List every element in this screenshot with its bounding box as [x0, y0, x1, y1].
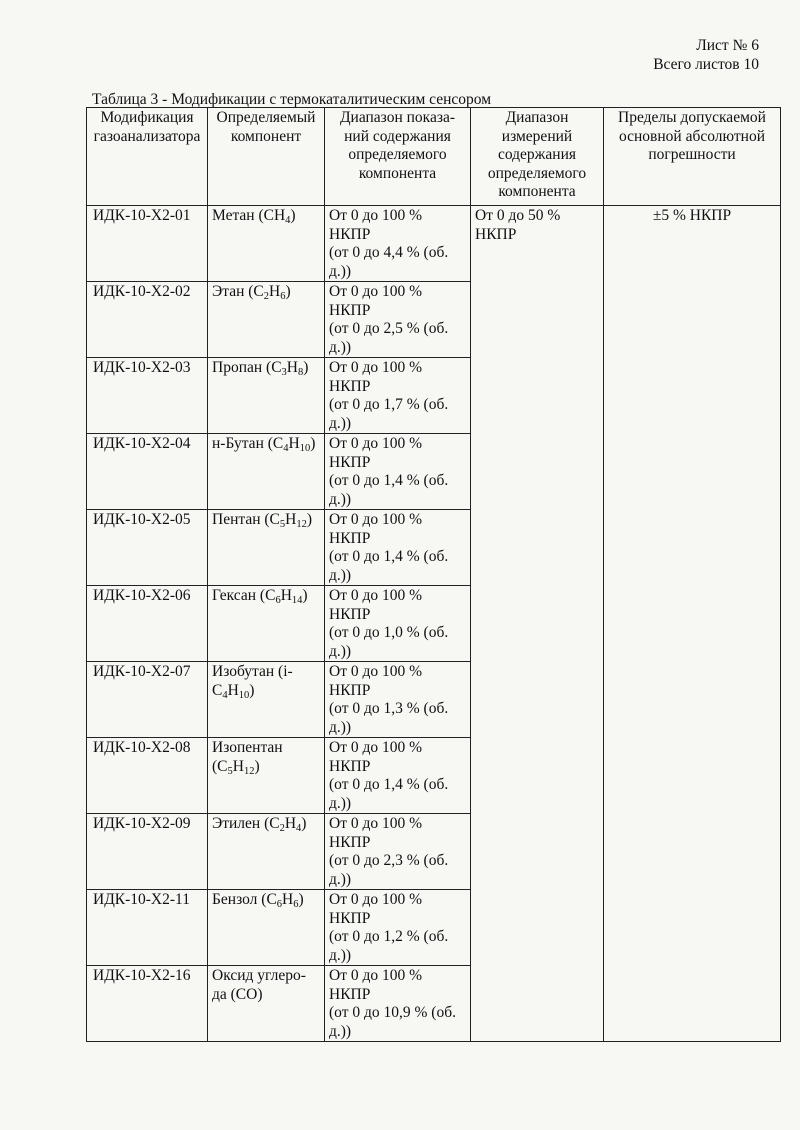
formula-symbol: C	[266, 891, 277, 908]
formula-symbol: H	[280, 587, 292, 604]
formula-symbol: H	[227, 681, 239, 699]
component-close: )	[302, 587, 308, 604]
col-header-display-range: Диапазон показа-ний содержания определяемого компонента	[325, 108, 471, 206]
component-close: )	[303, 359, 309, 376]
total-sheets: Всего листов 10	[653, 56, 759, 73]
display-range-vol: (от 0 до 2,3 % (об. д.))	[329, 852, 449, 888]
table-row	[87, 206, 781, 282]
component-close: )	[249, 681, 255, 699]
model-cell: ИДК-10-Х2-09	[87, 814, 208, 890]
formula-subscript: 6	[280, 291, 286, 302]
model-cell: ИДК-10-Х2-02	[87, 282, 208, 358]
display-range-vol: (от 0 до 1,2 % (об. д.))	[329, 928, 449, 964]
display-range-vol: (от 0 до 4,4 % (об. д.))	[329, 244, 449, 280]
display-range-lel: От 0 до 100 % НКПР	[329, 587, 423, 623]
col-header-component: Определяемый компонент	[208, 108, 325, 206]
display-range-cell	[325, 358, 471, 434]
component-cell	[208, 282, 325, 358]
component-name: Этан (	[212, 283, 254, 300]
formula-subscript: 14	[291, 595, 303, 606]
display-range-cell	[325, 586, 471, 662]
display-range-lel: От 0 до 100 % НКПР	[329, 663, 423, 699]
component-cell	[208, 510, 325, 586]
formula-subscript: 2	[279, 823, 285, 834]
error-limit-cell: ±5 % НКПР	[604, 206, 781, 1042]
model-cell: ИДК-10-Х2-04	[87, 434, 208, 510]
display-range-lel: От 0 до 100 % НКПР	[329, 967, 423, 1003]
component-cell	[208, 738, 325, 814]
display-range-lel: От 0 до 100 % НКПР	[329, 739, 423, 775]
model-cell: ИДК-10-Х2-06	[87, 586, 208, 662]
component-cell	[208, 966, 325, 1042]
display-range-vol: (от 0 до 10,9 % (об. д.))	[329, 1004, 456, 1040]
component-name: Пентан (	[212, 511, 270, 528]
col-header-measure-range: Диапазон измерений содержания определяемого компонента	[471, 108, 604, 206]
display-range-vol: (от 0 до 1,7 % (об. д.))	[329, 396, 449, 432]
display-range-vol: (от 0 до 1,0 % (об. д.))	[329, 624, 449, 660]
component-cell	[208, 358, 325, 434]
formula-symbol: H	[232, 757, 244, 775]
col-header-model: Модификация газоанализатора	[87, 108, 208, 206]
formula-symbol: C	[212, 681, 223, 699]
component-name: Оксид углеро-да (CO	[212, 967, 306, 1003]
component-name: Бензол (	[212, 891, 267, 908]
display-range-cell	[325, 510, 471, 586]
component-name: Пропан (	[212, 359, 272, 376]
formula-symbol: C	[269, 511, 280, 528]
formula-symbol: H	[269, 283, 281, 300]
model-cell: ИДК-10-Х2-08	[87, 738, 208, 814]
display-range-lel: От 0 до 100 % НКПР	[329, 435, 423, 471]
component-cell	[208, 206, 325, 282]
formula-subscript: 8	[298, 367, 304, 378]
component-close: )	[254, 757, 260, 775]
formula-symbol: H	[288, 435, 300, 452]
formula-subscript: 12	[243, 765, 255, 777]
component-close: )	[306, 511, 313, 528]
formula-subscript: 10	[299, 443, 311, 454]
component-close: )	[290, 207, 296, 224]
display-range-vol: (от 0 до 1,3 % (об. д.))	[329, 700, 449, 736]
formula-subscript: 12	[296, 519, 307, 530]
formula-subscript: 5	[227, 765, 233, 777]
display-range-vol: (от 0 до 2,5 % (об. д.))	[329, 320, 449, 356]
display-range-lel: От 0 до 100 % НКПР	[329, 283, 423, 319]
component-close: )	[285, 283, 291, 300]
component-name: Этилен (	[212, 815, 270, 832]
display-range-vol: (от 0 до 1,4 % (об. д.))	[329, 472, 449, 508]
model-cell: ИДК-10-Х2-16	[87, 966, 208, 1042]
model-cell: ИДК-10-Х2-07	[87, 662, 208, 738]
component-close: )	[298, 891, 304, 908]
formula-symbol: H	[282, 891, 294, 908]
formula-subscript: 6	[276, 899, 283, 910]
formula-symbol: C	[272, 435, 284, 452]
component-cell	[208, 814, 325, 890]
display-range-vol: (от 0 до 1,4 % (об. д.))	[329, 548, 449, 584]
col-header-error-limit: Пределы допускаемой основной абсолютной погрешности	[604, 108, 781, 206]
model-cell: ИДК-10-Х2-03	[87, 358, 208, 434]
formula-symbol: C	[253, 283, 264, 300]
component-close: )	[310, 435, 316, 452]
measurement-range-cell: От 0 до 50 % НКПР	[471, 206, 604, 1042]
formula-symbol: H	[284, 815, 297, 832]
component-cell	[208, 662, 325, 738]
formula-symbol: C	[271, 359, 282, 376]
component-cell	[208, 434, 325, 510]
formula-subscript: 2	[263, 291, 270, 302]
component-name: Изопентан (	[212, 739, 283, 775]
formula-subscript: 5	[279, 519, 286, 530]
display-range-cell	[325, 890, 471, 966]
formula-subscript: 4	[285, 215, 291, 226]
display-range-cell	[325, 966, 471, 1042]
display-range-cell	[325, 434, 471, 510]
formula-subscript: 3	[281, 367, 287, 378]
display-range-cell	[325, 206, 471, 282]
display-range-lel: От 0 до 100 % НКПР	[329, 891, 423, 927]
display-range-lel: От 0 до 100 % НКПР	[329, 359, 423, 395]
display-range-lel: От 0 до 100 % НКПР	[329, 207, 423, 243]
component-cell	[208, 890, 325, 966]
formula-subscript: 6	[293, 899, 299, 910]
formula-symbol: C	[217, 757, 228, 775]
sheet-number: Лист № 6	[696, 37, 759, 54]
component-name: Метан (СН	[212, 207, 286, 224]
display-range-cell	[325, 814, 471, 890]
formula-subscript: 4	[222, 689, 228, 701]
display-range-vol: (от 0 до 1,4 % (об. д.))	[329, 776, 449, 812]
modifications-table	[86, 107, 781, 1042]
component-name: Гексан (	[212, 587, 266, 604]
display-range-cell	[325, 738, 471, 814]
component-name: Изобутан (i-	[212, 663, 293, 680]
display-range-cell	[325, 282, 471, 358]
formula-subscript: 4	[296, 823, 302, 834]
table-header-row	[87, 108, 781, 206]
display-range-lel: От 0 до 100 % НКПР	[329, 511, 423, 547]
formula-symbol: C	[269, 815, 280, 832]
model-cell: ИДК-10-Х2-01	[87, 206, 208, 282]
formula-subscript: 6	[275, 595, 281, 606]
component-close: )	[301, 815, 307, 832]
formula-symbol: H	[286, 359, 298, 376]
display-range-cell	[325, 662, 471, 738]
model-cell: ИДК-10-Х2-11	[87, 890, 208, 966]
component-cell	[208, 586, 325, 662]
formula-subscript: 10	[238, 689, 250, 701]
formula-symbol: C	[265, 587, 276, 604]
model-cell: ИДК-10-Х2-05	[87, 510, 208, 586]
display-range-lel: От 0 до 100 % НКПР	[329, 815, 423, 851]
table-caption: Таблица 3 - Модификации с термокаталитическим сенсором	[92, 91, 492, 108]
formula-symbol: H	[285, 511, 297, 528]
component-close: )	[257, 985, 263, 1003]
component-name: н-Бутан (	[212, 435, 273, 452]
formula-subscript: 4	[283, 443, 289, 454]
page-header	[653, 36, 759, 74]
